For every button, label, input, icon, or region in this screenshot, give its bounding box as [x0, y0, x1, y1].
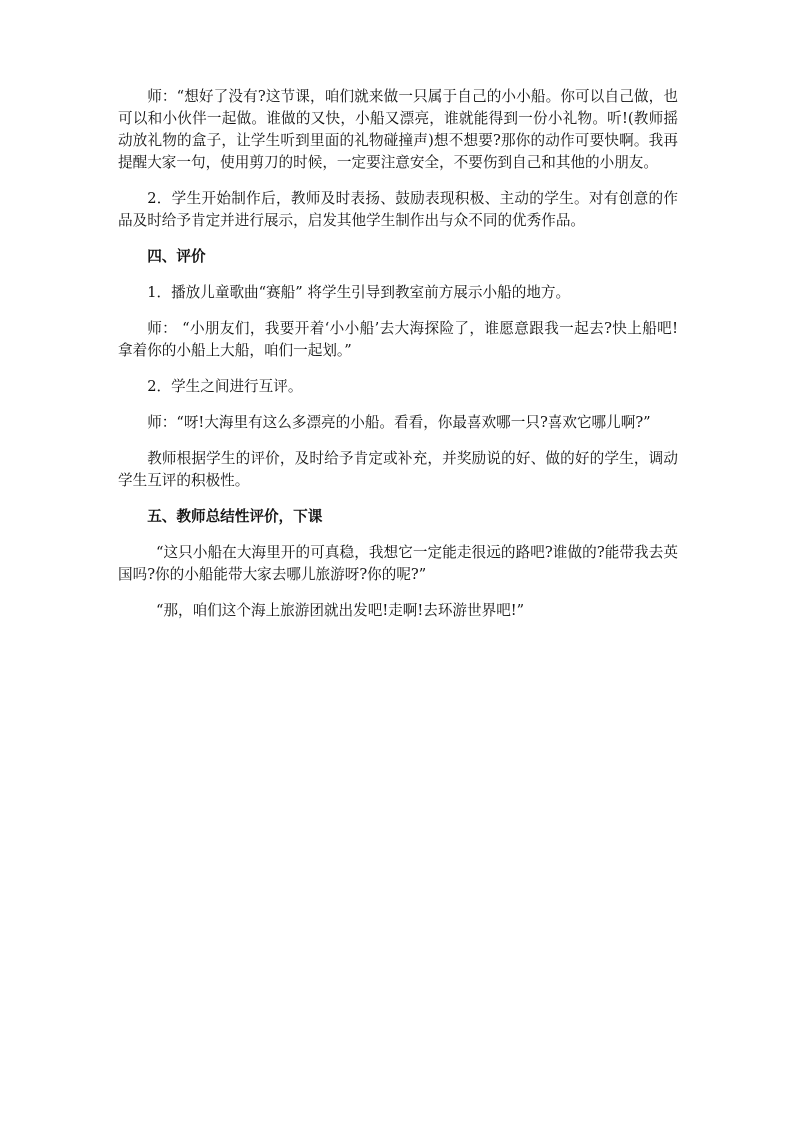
paragraph-play-song: 1．播放儿童歌曲“赛船” 将学生引导到教室前方展示小船的地方。	[147, 284, 571, 301]
paragraph-teacher-feedback: 教师根据学生的评价，及时给予肯定或补充，并奖励说的好、做的好的学生，调动学生互评的积极性。	[118, 450, 678, 489]
paragraph-teacher-question: 师：“呀!大海里有这么多漂亮的小船。看看，你最喜欢哪一只?喜欢它哪儿啊?”	[147, 414, 651, 431]
paragraph-closing-quote-2: “那，咱们这个海上旅游团就出发吧!走啊!去环游世界吧!”	[155, 602, 525, 619]
paragraph-teacher-instructions: 师：“想好了没有?这节课，咱们就来做一只属于自己的小小船。你可以自己做，也可以和小伙伴一起做。谁做的又快，小船又漂亮，谁就能得到一份小礼物。听!(教师摇动放礼物的盒子，让学生听到里面的礼物碰撞声)想不想要?那你的动作可要快啊。我再提醒大家一句，使用剪刀的时候，一定要注意安全，不要伤到自己和其他的小朋友。	[118, 88, 678, 171]
paragraph-teacher-invite: 师： “小朋友们，我要开着‘小小船’去大海探险了，谁愿意跟我一起去?快上船吧!拿着你的小船上大船，咱们一起划。”	[118, 320, 678, 359]
document-body	[118, 86, 678, 636]
paragraph-closing-quote-1: “这只小船在大海里开的可真稳，我想它一定能走很远的路吧?谁做的?能带我去英国吗?你的小船能带大家去哪儿旅游呀?你的呢?”	[118, 544, 678, 583]
section-heading-summary: 五、教师总结性评价，下课	[147, 508, 323, 525]
paragraph-peer-review: 2．学生之间进行互评。	[147, 378, 303, 395]
paragraph-student-making: 2．学生开始制作后，教师及时表扬、鼓励表现积极、主动的学生。对有创意的作品及时给予肯定并进行展示，启发其他学生制作出与众不同的优秀作品。	[118, 190, 678, 229]
section-heading-evaluation: 四、评价	[147, 248, 206, 265]
